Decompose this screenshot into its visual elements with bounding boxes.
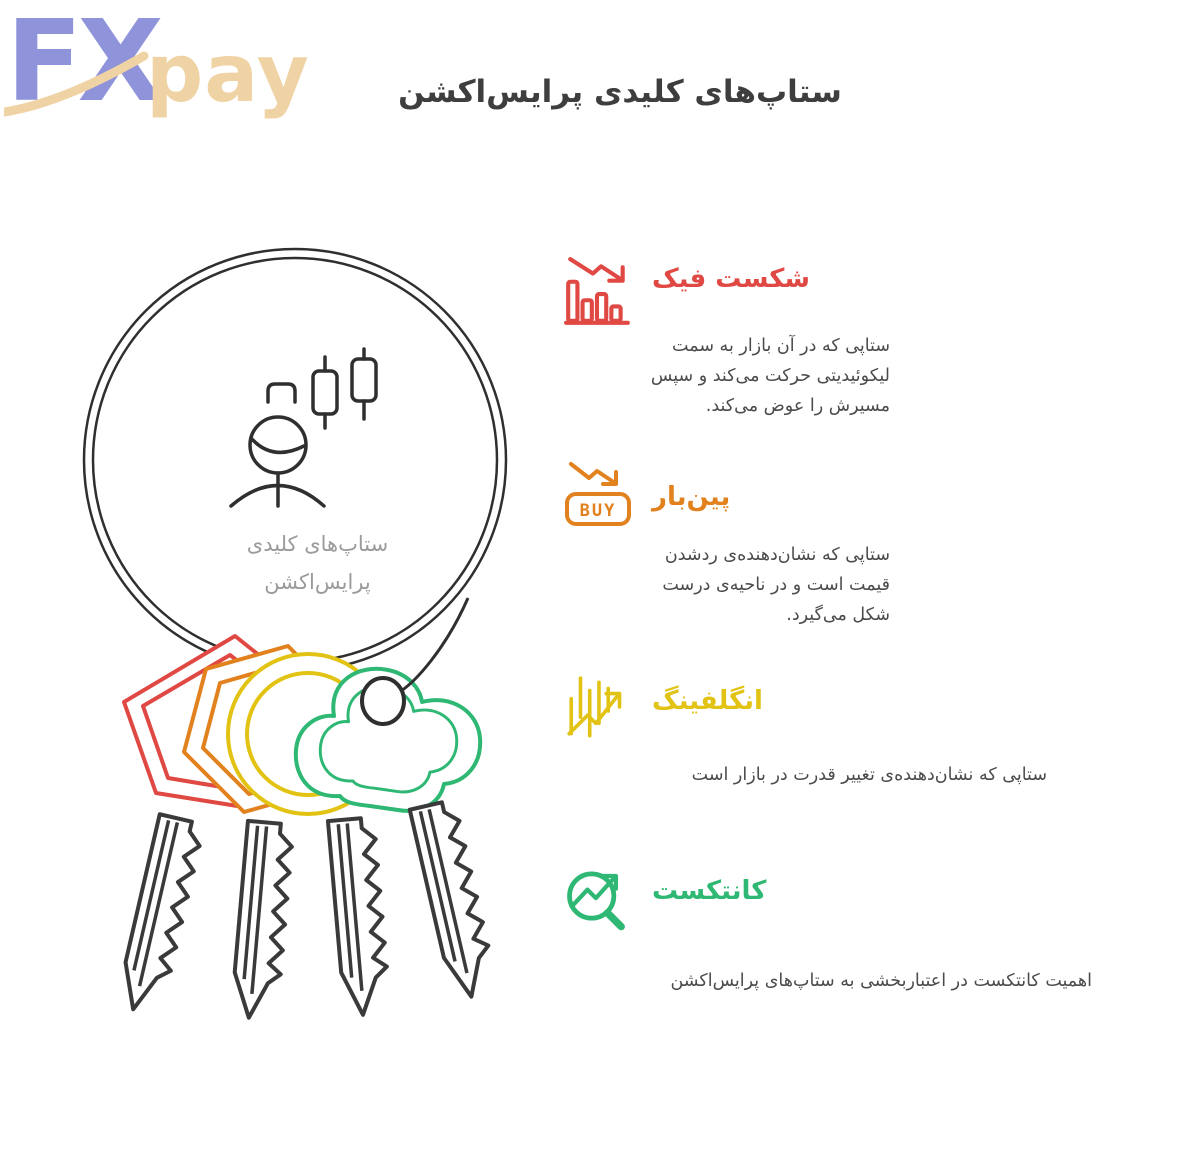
key-shaft [231, 821, 294, 1020]
keyring-label-line1: ستاپ‌های کلیدی [246, 532, 389, 556]
keyring-label-line2: پرایس‌اکشن [264, 570, 371, 594]
candles-uptrend-icon [563, 672, 637, 746]
description-line: لیکوئیدیتی حرکت می‌کند و سپس [650, 366, 890, 386]
logo-pay-text: pay [146, 27, 310, 120]
candlestick-icon [313, 349, 376, 428]
keyring-label [205, 525, 430, 601]
item-fake-breakout-description [580, 331, 890, 421]
buy-signal-arrow-icon [563, 458, 635, 530]
item-context-heading: کانتکست [652, 876, 767, 906]
description-line: قیمت است و در ناحیه‌ی درست [662, 575, 890, 595]
description-line: مسیرش را عوض می‌کند. [705, 396, 890, 416]
description-line: شکل می‌گیرد. [786, 605, 890, 625]
item-pin-bar-heading: پین‌بار [652, 482, 731, 512]
description-line: ستاپی که در آن بازار به سمت [672, 336, 890, 356]
item-engulfing-heading: انگلفینگ [652, 686, 763, 716]
key-shaft [328, 817, 391, 1016]
item-fake-breakout-heading: شکست فیک [652, 264, 810, 294]
description-line: اهمیت کانتکست در اعتباربخشی به ستاپ‌های پرایس‌اکشن [670, 971, 1092, 991]
item-context-description [600, 966, 1092, 996]
trader-person-icon [231, 349, 376, 506]
page-title: ستاپ‌های کلیدی پرایس‌اکشن [398, 74, 842, 110]
logo-fx-text: FX [6, 0, 159, 127]
item-pin-bar-description [580, 540, 890, 630]
key-shaft [116, 814, 205, 1015]
bar-chart-decline-icon [561, 254, 635, 328]
description-line: ستاپی که نشان‌دهنده‌ی تغییر قدرت در بازار است [691, 765, 1047, 785]
magnifier-trend-icon [560, 858, 636, 934]
key-ring-circle [84, 249, 506, 671]
item-engulfing-description [585, 760, 1047, 790]
buy-label: BUY [579, 501, 617, 521]
key-shaft [410, 799, 499, 1000]
description-line: ستاپی که نشان‌دهنده‌ی ردشدن [664, 545, 890, 565]
